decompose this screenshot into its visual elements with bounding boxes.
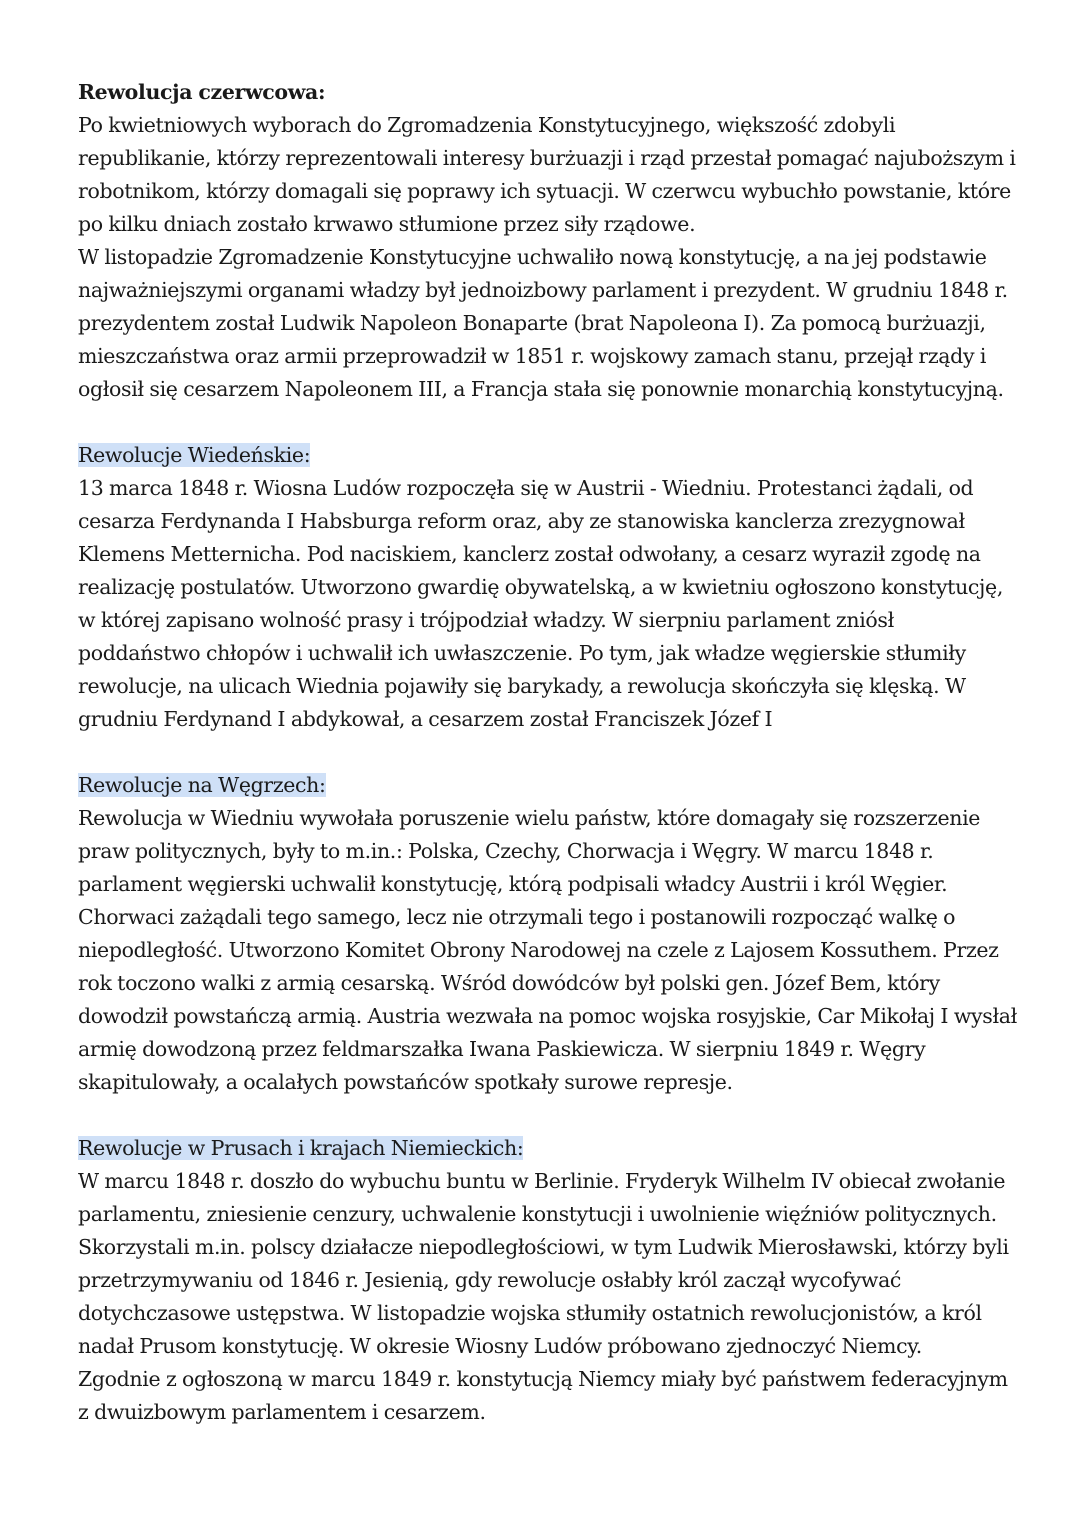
text-line: Klemens Metternicha. Pod naciskiem, kanclerz został odwołany, a cesarz wyraził zgodę na — [78, 542, 981, 566]
section-vienna-revolution — [78, 439, 1018, 736]
text-line: przetrzymywaniu od 1846 r. Jesienią, gdy rewolucje osłabły król zaczął wycofywać — [78, 1268, 902, 1292]
document-page — [78, 76, 1018, 1462]
text-line: skapitulowały, a ocalałych powstańców spotkały surowe represje. — [78, 1070, 733, 1094]
section-hungary-revolution — [78, 769, 1018, 1099]
text-line: republikanie, którzy reprezentowali interesy burżuazji i rząd przestał pomagać najuboższym i — [78, 146, 1016, 170]
text-line: Po kwietniowych wyborach do Zgromadzenia Konstytucyjnego, większość zdobyli — [78, 113, 896, 137]
section-heading: Rewolucje na Węgrzech: — [78, 773, 326, 797]
text-line: parlamentu, zniesienie cenzury, uchwalenie konstytucji i uwolnienie więźniów politycznych. — [78, 1202, 997, 1226]
text-line: Skorzystali m.in. polscy działacze niepodległościowi, w tym Ludwik Mierosławski, którzy byli — [78, 1235, 1009, 1259]
text-line: Chorwaci zażądali tego samego, lecz nie otrzymali tego i postanowili rozpocząć walkę o — [78, 905, 956, 929]
text-line: rewolucje, na ulicach Wiednia pojawiły się barykady, a rewolucja skończyła się klęską. W — [78, 674, 966, 698]
text-line: z dwuizbowym parlamentem i cesarzem. — [78, 1400, 486, 1424]
text-line: prezydentem został Ludwik Napoleon Bonaparte (brat Napoleona I). Za pomocą burżuazji, — [78, 311, 986, 335]
text-line: rok toczono walki z armią cesarską. Wśród dowódców był polski gen. Józef Bem, który — [78, 971, 940, 995]
section-heading: Rewolucje w Prusach i krajach Niemieckich: — [78, 1136, 524, 1160]
text-line: parlament węgierski uchwalił konstytucję, którą podpisali władcy Austrii i król Węgier. — [78, 872, 948, 896]
text-line: 13 marca 1848 r. Wiosna Ludów rozpoczęła się w Austrii - Wiedniu. Protestanci żądali, od — [78, 476, 974, 500]
text-line: W marcu 1848 r. doszło do wybuchu buntu w Berlinie. Fryderyk Wilhelm IV obiecał zwołanie — [78, 1169, 1006, 1193]
text-line: armię dowodzoną przez feldmarszałka Iwana Paskiewicza. W sierpniu 1849 r. Węgry — [78, 1037, 926, 1061]
text-line: najważniejszymi organami władzy był jednoizbowy parlament i prezydent. W grudniu 1848 r. — [78, 278, 1008, 302]
text-line: praw politycznych, były to m.in.: Polska, Czechy, Chorwacja i Węgry. W marcu 1848 r. — [78, 839, 934, 863]
text-line: po kilku dniach zostało krwawo stłumione przez siły rządowe. — [78, 212, 696, 236]
text-line: ogłosił się cesarzem Napoleonem III, a Francja stała się ponownie monarchią konstytucyjną. — [78, 377, 1004, 401]
text-line: dowodził powstańczą armią. Austria wezwała na pomoc wojska rosyjskie, Car Mikołaj I wysłał — [78, 1004, 1017, 1028]
text-line: cesarza Ferdynanda I Habsburga reform oraz, aby ze stanowiska kanclerza zrezygnował — [78, 509, 965, 533]
text-line: w której zapisano wolność prasy i trójpodział władzy. W sierpniu parlament zniósł — [78, 608, 894, 632]
text-line: niepodległość. Utworzono Komitet Obrony Narodowej na czele z Lajosem Kossuthem. Przez — [78, 938, 999, 962]
text-line: dotychczasowe ustępstwa. W listopadzie wojska stłumiły ostatnich rewolucjonistów, a król — [78, 1301, 982, 1325]
text-line: mieszczaństwa oraz armii przeprowadził w 1851 r. wojskowy zamach stanu, przejął rządy i — [78, 344, 987, 368]
section-heading: Rewolucje Wiedeńskie: — [78, 443, 311, 467]
text-line: W listopadzie Zgromadzenie Konstytucyjne uchwaliło nową konstytucję, a na jej podstawie — [78, 245, 987, 269]
text-line: realizację postulatów. Utworzono gwardię obywatelską, a w kwietniu ogłoszono konstytucję, — [78, 575, 1004, 599]
text-line: Rewolucja w Wiedniu wywołała poruszenie wielu państw, które domagały się rozszerzenie — [78, 806, 981, 830]
section-prussia-revolution — [78, 1132, 1018, 1429]
text-line: poddaństwo chłopów i uchwalił ich uwłaszczenie. Po tym, jak władze węgierskie stłumiły — [78, 641, 966, 665]
section-heading: Rewolucja czerwcowa: — [78, 80, 326, 104]
text-line: Zgodnie z ogłoszoną w marcu 1849 r. konstytucją Niemcy miały być państwem federacyjnym — [78, 1367, 1008, 1391]
text-line: nadał Prusom konstytucję. W okresie Wiosny Ludów próbowano zjednoczyć Niemcy. — [78, 1334, 922, 1358]
text-line: robotnikom, którzy domagali się poprawy ich sytuacji. W czerwcu wybuchło powstanie, które — [78, 179, 1011, 203]
text-line: grudniu Ferdynand I abdykował, a cesarzem został Franciszek Józef I — [78, 707, 773, 731]
section-june-revolution — [78, 76, 1018, 406]
